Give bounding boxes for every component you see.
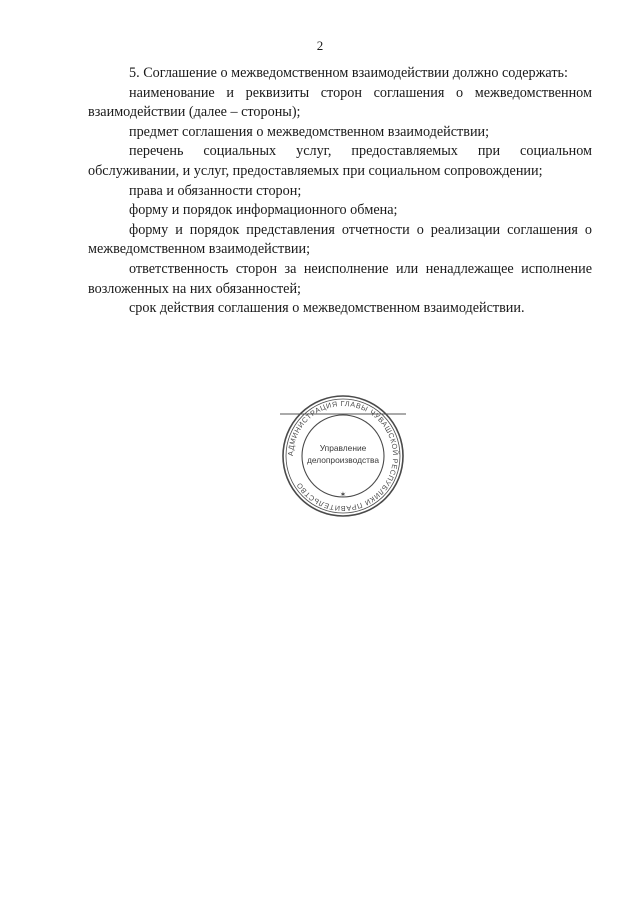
paragraph-term: срок действия соглашения о межведомственном взаимодействии. (129, 300, 525, 317)
paragraph-rights-duties: права и обязанности сторон; (129, 182, 302, 199)
stamp-ring-text: АДМИНИСТРАЦИЯ ГЛАВЫ ЧУВАШСКОЙ РЕСПУБЛИКИ ПРАВИТЕЛЬСТВО (285, 398, 401, 514)
stamp-seal-icon (280, 393, 406, 519)
paragraph-parties-details: наименование и реквизиты сторон соглашения о межведомственном взаимодействии (далее – стороны); (88, 84, 592, 121)
paragraph-reporting: форму и порядок представления отчетности о реализации соглашения о межведомственном взаимодействии; (88, 221, 592, 258)
svg-text:✶: ✶ (339, 490, 347, 499)
paragraph-subject: предмет соглашения о межведомственном взаимодействии; (129, 123, 490, 140)
stamp-center-line-2: делопроизводства (306, 455, 380, 465)
page-number: 2 (316, 38, 324, 53)
official-stamp (280, 393, 406, 519)
paragraph-services-list: перечень социальных услуг, предоставляемых при социальном обслуживании, и услуг, предоставляемых при социальном сопровождении; (88, 143, 592, 179)
paragraph-info-exchange: форму и порядок информационного обмена; (129, 202, 398, 219)
paragraph-liability: ответственность сторон за неисполнение или ненадлежащее исполнение возложенных на них обязанностей; (88, 260, 592, 297)
stamp-center-line-1: Управление (319, 443, 367, 453)
paragraph-agreement-contents: 5. Соглашение о межведомственном взаимодействии должно содержать: (129, 65, 568, 81)
document-body (88, 64, 592, 319)
